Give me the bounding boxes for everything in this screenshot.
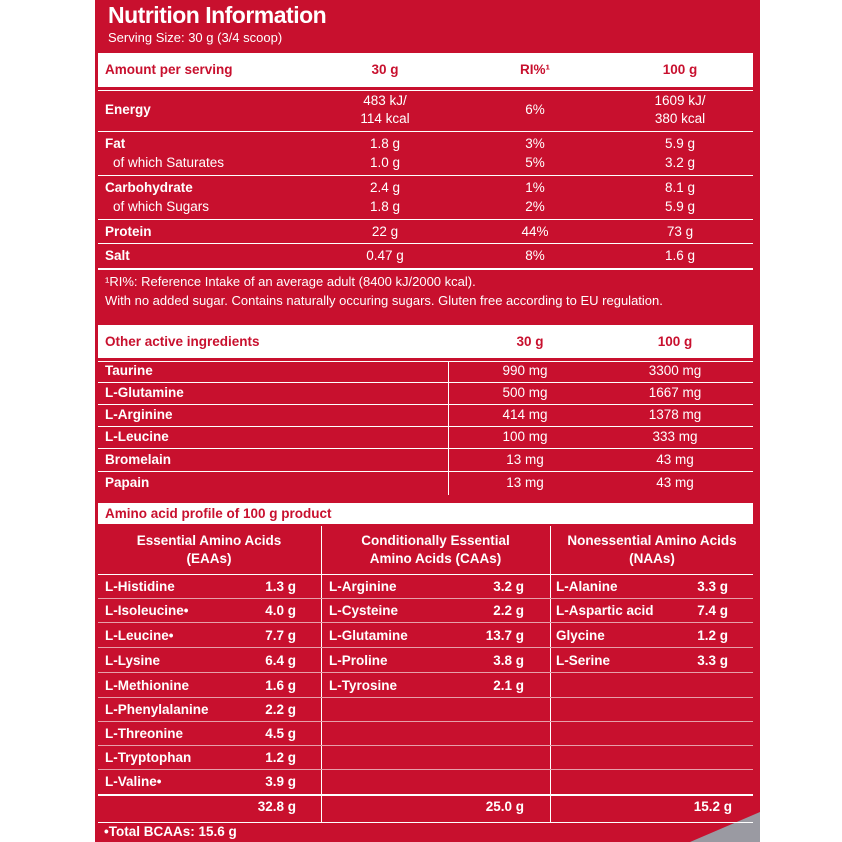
nutrient-ri: 6% [525, 102, 545, 117]
ingredient-value-100g: 1378 mg [648, 407, 702, 422]
nutrient-value-30g: 0.47 g [366, 248, 404, 263]
nutrient-value-100g: 1.6 g [664, 248, 696, 263]
caa-value: 2.2 g [493, 603, 524, 618]
caa-value: 3.2 g [493, 579, 524, 594]
nutrient-value-100g: 1609 kJ/ [654, 93, 706, 108]
other-header-100g: 100 g [657, 334, 693, 349]
nutrient-label: Carbohydrate [105, 180, 193, 195]
eaa-name: L-Histidine [105, 579, 175, 594]
caa-header: Conditionally Essential [361, 533, 510, 548]
nutrition-header-30g: 30 g [371, 62, 399, 77]
divider [98, 404, 753, 405]
ingredient-value-30g: 414 mg [502, 407, 548, 422]
ingredient-name: L-Leucine [105, 429, 169, 444]
naa-header-sub: (NAAs) [629, 551, 675, 566]
column-divider [321, 526, 322, 823]
nutrient-ri: 5% [525, 155, 545, 170]
divider [98, 268, 753, 270]
ingredient-name: Papain [105, 475, 150, 490]
ingredient-value-30g: 13 mg [506, 475, 544, 490]
eaa-value: 1.3 g [265, 579, 296, 594]
caa-value: 13.7 g [485, 628, 524, 643]
caa-name: L-Arginine [329, 579, 397, 594]
divider [98, 243, 753, 244]
caa-name: L-Cysteine [329, 603, 399, 618]
nutrient-value-100g: 5.9 g [664, 199, 696, 214]
naa-header: Nonessential Amino Acids [567, 533, 737, 548]
divider [98, 598, 753, 599]
eaa-value: 4.0 g [265, 603, 296, 618]
eaa-name: L-Isoleucine• [105, 603, 189, 618]
ingredient-value-30g: 990 mg [502, 363, 548, 378]
eaa-name: L-Methionine [105, 678, 189, 693]
nutrient-value-30g: 2.4 g [369, 180, 401, 195]
divider [98, 219, 753, 220]
nutrient-ri: 3% [525, 136, 545, 151]
divider [98, 382, 753, 383]
eaa-value: 1.2 g [265, 750, 296, 765]
divider [98, 471, 753, 472]
divider [98, 822, 753, 823]
nutrient-value-30g: 1.8 g [369, 199, 401, 214]
eaa-name: L-Tryptophan [105, 750, 192, 765]
ingredient-name: L-Glutamine [105, 385, 184, 400]
divider [98, 721, 753, 722]
nutrient-value-100g: 8.1 g [664, 180, 696, 195]
other-header-30g: 30 g [516, 334, 544, 349]
ingredient-value-100g: 43 mg [656, 475, 694, 490]
nutrient-ri: 8% [525, 248, 545, 263]
caa-name: L-Glutamine [329, 628, 408, 643]
naa-value: 1.2 g [697, 628, 728, 643]
naa-name: L-Alanine [556, 579, 618, 594]
eaa-header-sub: (EAAs) [186, 551, 232, 566]
divider [98, 672, 753, 673]
eaa-value: 1.6 g [265, 678, 296, 693]
nutrient-ri: 44% [521, 224, 549, 239]
nutrient-value-30g: 483 kJ/ [363, 93, 407, 108]
nutrient-ri: 2% [525, 199, 545, 214]
nutrient-sub-label: of which Saturates [113, 155, 225, 170]
divider [98, 361, 753, 362]
divider [98, 745, 753, 746]
page-title: Nutrition Information [108, 2, 327, 28]
nutrient-label: Fat [105, 136, 126, 151]
divider [98, 426, 753, 427]
naa-value: 3.3 g [697, 653, 728, 668]
divider [98, 647, 753, 648]
naa-name: L-Aspartic acid [556, 603, 654, 618]
nutrient-value-30g: 114 kcal [360, 111, 410, 126]
nutrition-header-ri: RI%¹ [520, 62, 550, 77]
nutrient-value-100g: 380 kcal [654, 111, 706, 126]
naa-total: 15.2 g [693, 799, 732, 814]
divider [98, 131, 753, 132]
caa-value: 2.1 g [493, 678, 524, 693]
ingredient-value-30g: 500 mg [502, 385, 548, 400]
column-divider [550, 526, 551, 823]
eaa-name: L-Leucine• [105, 628, 174, 643]
divider [98, 574, 753, 575]
divider [98, 90, 753, 91]
eaa-value: 6.4 g [265, 653, 296, 668]
divider [98, 794, 753, 796]
nutrient-label: Energy [105, 102, 151, 117]
nutrient-label: Protein [105, 224, 152, 239]
caa-name: L-Proline [329, 653, 388, 668]
ingredient-value-100g: 333 mg [652, 429, 698, 444]
naa-name: Glycine [556, 628, 605, 643]
divider [98, 622, 753, 623]
ingredient-value-100g: 3300 mg [648, 363, 702, 378]
naa-value: 3.3 g [697, 579, 728, 594]
eaa-name: L-Valine• [105, 774, 162, 789]
nutrient-ri: 1% [525, 180, 545, 195]
ingredient-name: Bromelain [105, 452, 172, 467]
ingredient-value-100g: 43 mg [656, 452, 694, 467]
other-header-label: Other active ingredients [105, 334, 260, 349]
ri-footnote: ¹RI%: Reference Intake of an average adult (8400 kJ/2000 kcal). [105, 274, 476, 289]
nutrient-value-100g: 5.9 g [664, 136, 696, 151]
nutrient-value-30g: 22 g [371, 224, 399, 239]
caa-value: 3.8 g [493, 653, 524, 668]
divider [98, 448, 753, 449]
eaa-total: 32.8 g [257, 799, 296, 814]
nutrient-value-30g: 1.0 g [369, 155, 401, 170]
nutrient-label: Salt [105, 248, 130, 263]
caa-name: L-Tyrosine [329, 678, 398, 693]
serving-size: Serving Size: 30 g (3/4 scoop) [108, 30, 283, 45]
caa-total: 25.0 g [485, 799, 524, 814]
eaa-header: Essential Amino Acids [136, 533, 282, 548]
nutrient-value-100g: 73 g [666, 224, 694, 239]
nutrient-value-30g: 1.8 g [369, 136, 401, 151]
divider [98, 175, 753, 176]
ingredient-value-30g: 13 mg [506, 452, 544, 467]
eaa-value: 7.7 g [265, 628, 296, 643]
naa-value: 7.4 g [697, 603, 728, 618]
nutrition-header-amount: Amount per serving [105, 62, 233, 77]
amino-profile-title: Amino acid profile of 100 g product [105, 506, 332, 521]
eaa-value: 4.5 g [265, 726, 296, 741]
panel-corner-decoration [690, 812, 760, 842]
caa-header-sub: Amino Acids (CAAs) [369, 551, 502, 566]
ingredient-value-100g: 1667 mg [648, 385, 702, 400]
ingredient-name: Taurine [105, 363, 153, 378]
eaa-value: 3.9 g [265, 774, 296, 789]
nutrient-sub-label: of which Sugars [113, 199, 210, 214]
divider [98, 769, 753, 770]
eaa-name: L-Phenylalanine [105, 702, 209, 717]
eaa-value: 2.2 g [265, 702, 296, 717]
ingredient-value-30g: 100 mg [502, 429, 548, 444]
nutrition-header-100g: 100 g [662, 62, 698, 77]
column-divider [448, 361, 449, 495]
eaa-name: L-Threonine [105, 726, 183, 741]
bcaa-note: •Total BCAAs: 15.6 g [104, 824, 237, 839]
nutrient-value-100g: 3.2 g [664, 155, 696, 170]
ingredient-name: L-Arginine [105, 407, 173, 422]
sugar-gluten-note: With no added sugar. Contains naturally occuring sugars. Gluten free according to EU regulation. [105, 293, 663, 308]
divider [98, 697, 753, 698]
naa-name: L-Serine [556, 653, 611, 668]
eaa-name: L-Lysine [105, 653, 161, 668]
